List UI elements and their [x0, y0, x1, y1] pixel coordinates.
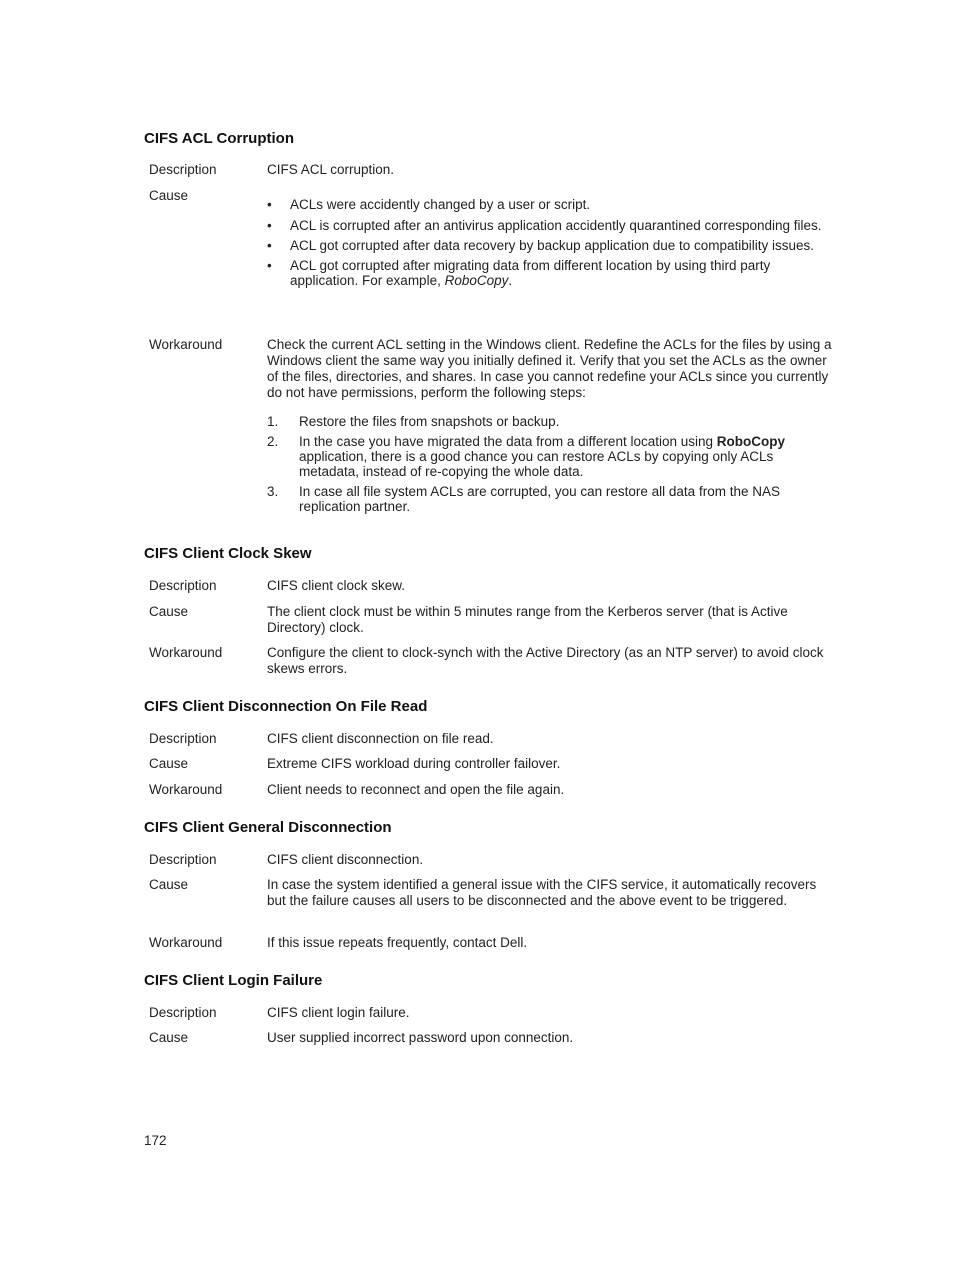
section-login-failure — [144, 972, 844, 1045]
cause-value — [267, 197, 837, 288]
workaround-label: Workaround — [149, 935, 223, 950]
workaround-value — [267, 337, 837, 514]
description-label: Description — [149, 578, 217, 593]
description-label: Description — [149, 1005, 217, 1020]
section-general-disconnection — [144, 819, 844, 950]
description-label: Description — [149, 852, 217, 867]
section-clock-skew — [144, 545, 844, 676]
workaround-value: If this issue repeats frequently, contact Dell. — [267, 935, 528, 950]
section-title: CIFS ACL Corruption — [144, 130, 294, 147]
section-title: CIFS Client General Disconnection — [144, 819, 392, 836]
list-item: 3. In case all file system ACLs are corrupted, you can restore all data from the NAS replication partner. — [267, 484, 780, 514]
list-item: 2. In the case you have migrated the data from a different location using RoboCopy application, there is a good chance you can restore ACLs by copying only ACLs metadata, instead of re-copying the whole data. — [267, 434, 786, 479]
description-label: Description — [149, 162, 217, 177]
workaround-value: Client needs to reconnect and open the file again. — [267, 782, 565, 797]
robocopy-emphasis: RoboCopy — [444, 273, 509, 288]
list-item: • ACL got corrupted after migrating data from different location by using third party application. For example, RoboCopy. — [267, 258, 837, 288]
workaround-intro: Check the current ACL setting in the Windows client. Redefine the ACLs for the files by using a Windows client the same way you initially defined it. Verify that you set the ACLs as the owner of the files, directories, and shares. In case you cannot redefine your ACLs since you currently do not have permissions, perform the following steps: — [267, 337, 832, 400]
workaround-label: Workaround — [149, 782, 223, 797]
cause-label: Cause — [149, 1030, 189, 1045]
cause-label: Cause — [149, 877, 189, 892]
workaround-steps — [267, 414, 837, 514]
robocopy-bold: RoboCopy — [716, 434, 786, 449]
workaround-label: Workaround — [149, 337, 223, 352]
cause-value: Extreme CIFS workload during controller failover. — [267, 756, 561, 771]
list-item: 1. Restore the files from snapshots or backup. — [267, 414, 560, 429]
cause-label: Cause — [149, 756, 189, 771]
cause-label: Cause — [149, 604, 189, 619]
cause-value: User supplied incorrect password upon connection. — [267, 1030, 574, 1045]
description-value: CIFS client disconnection on file read. — [267, 731, 494, 746]
section-acl-corruption — [144, 130, 844, 514]
page-number: 172 — [144, 1133, 167, 1148]
section-disconnect-file-read — [144, 698, 844, 797]
description-value: CIFS client login failure. — [267, 1005, 410, 1020]
list-item: • ACL got corrupted after data recovery by backup application due to compatibility issues. — [267, 238, 837, 253]
description-label: Description — [149, 731, 217, 746]
cause-value: The client clock must be within 5 minutes range from the Kerberos server (that is Active Directory) clock. — [267, 604, 788, 635]
description-value: CIFS ACL corruption. — [267, 162, 395, 177]
section-title: CIFS Client Clock Skew — [144, 545, 312, 562]
cause-label: Cause — [149, 188, 189, 203]
workaround-label: Workaround — [149, 645, 223, 660]
section-title: CIFS Client Disconnection On File Read — [144, 698, 428, 715]
description-value: CIFS client clock skew. — [267, 578, 406, 593]
section-title: CIFS Client Login Failure — [144, 972, 323, 989]
cause-bullet-list — [267, 197, 837, 288]
workaround-value: Configure the client to clock-synch with the Active Directory (as an NTP server) to avoid clock skews errors. — [267, 645, 824, 676]
description-value: CIFS client disconnection. — [267, 852, 424, 867]
list-item: • ACLs were accidently changed by a user or script. — [267, 197, 837, 212]
list-item: • ACL is corrupted after an antivirus application accidently quarantined corresponding files. — [267, 218, 837, 233]
cause-value: In case the system identified a general issue with the CIFS service, it automatically recovers but the failure causes all users to be disconnected and the above event to be triggered. — [267, 877, 817, 908]
